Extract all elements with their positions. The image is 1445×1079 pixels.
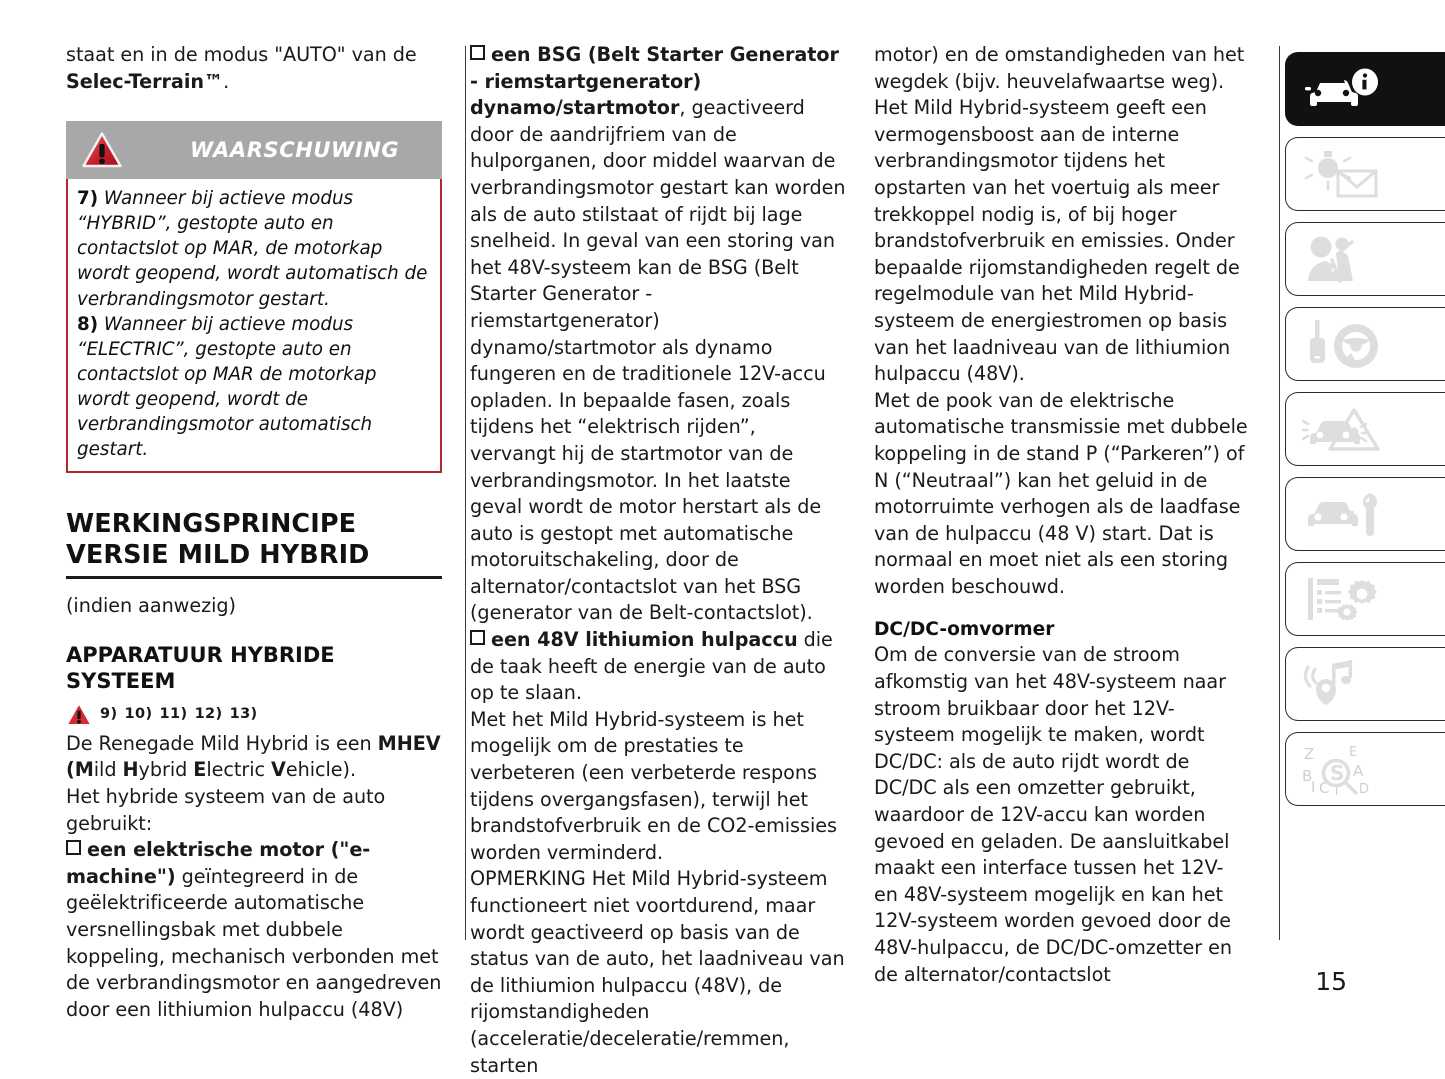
bullet-battery-text: die de taak heeft de energie van de auto op te slaan. [470,628,833,705]
mild-hybrid-benefits-paragraph: Met het Mild Hybrid-systeem is het mogelijk om de prestaties te verbeteren (een verbeterde respons tijdens overgangsfasen), terwijl het brandstofverbruik en de CO2-emissies worden verminderd. [470,707,837,864]
column-3 [874,42,1250,986]
svg-text:E: E [1349,745,1358,760]
selec-terrain-term: Selec-Terrain™ [66,69,224,93]
svg-text:B: B [1302,767,1313,785]
warning-header [66,121,442,179]
svg-text:A: A [1353,762,1364,780]
subsection-heading [66,642,442,694]
svg-text:Z: Z [1304,745,1315,763]
ref-12: 12) [194,706,223,723]
mhev-text-a: De Renegade Mild Hybrid is een [66,731,378,755]
car-info-icon [1302,66,1386,112]
warning-references [66,703,442,726]
svg-text:D: D [1359,782,1370,795]
bullet-bsg-label: een BSG (Belt Starter Generator - riemstartgenerator) dynamo/startmotor [470,43,839,120]
svg-text:C: C [1319,779,1330,795]
page-title-line-2: VERSIE MILD HYBRID [66,540,370,571]
seatbelt-airbag-icon [1302,234,1386,284]
car-info-tab[interactable] [1285,52,1445,126]
square-bullet-icon [66,840,81,855]
ref-11: 11) [159,706,188,723]
mhev-letter-v: V [271,758,286,782]
music-signal-icon [1302,659,1386,709]
warning-body [66,179,442,473]
list-gears-icon [1302,574,1386,624]
column-divider-1 [465,46,466,940]
mhev-letter-e: E [193,758,207,782]
page-title-line-1: WERKINGSPRINCIPE [66,509,357,540]
svg-text:T: T [1333,784,1341,795]
section-tab-rail [1285,52,1445,806]
bullet-battery [470,627,846,707]
mhev-word-ild: ild [93,758,123,782]
warning-title: WAARSCHUWING [190,138,400,163]
subsection-heading-line-2: SYSTEEM [66,668,176,693]
hybrid-system-uses-paragraph: Het hybride systeem van de auto gebruikt: [66,785,386,835]
dcdc-converter-paragraph: Om de conversie van de stroom afkomstig van het 48V-systeem naar stroom bruikbaar door het 12V-systeem mogelijk te maken, wordt DC/DC: als de auto rijdt wordt de DC/DC als een omzetter gebruikt, waardoor de 12V-accu kan worden gevoed en geladen. De aansluitkabel maakt een interface tussen het 12V- en 48V-systeem mogelijk en kan het 12V-systeem worden gevoed door de 48V-hulpaccu, de DC/DC-omzetter en de alternator/contactslot [874,643,1232,986]
svg-text:I: I [1311,778,1316,795]
alphabet-magnifier-icon [1302,743,1386,795]
mhev-letter-h: H [122,758,139,782]
mhev-definition-paragraph [66,731,442,784]
mhev-word-ehicle: ehicle). [285,758,357,782]
intro-text-end: . [223,69,230,93]
bullet-e-machine [66,837,442,1023]
key-steering-wheel-icon [1302,318,1386,370]
square-bullet-icon [470,630,485,645]
dcdc-converter-heading: DC/DC-omvormer [874,619,1055,641]
ref-10: 10) [124,706,153,723]
warning-item-7-text: Wanneer bij actieve modus “HYBRID”, gestopte auto en contactslot op MAR, de motorkap wordt geopend, wordt automatisch de verbrandingsmotor gestart. [77,188,428,310]
warning-light-envelope-icon [1302,149,1386,199]
intro-text-1: staat en in de modus "AUTO" van de [66,43,417,66]
index-tab[interactable] [1285,732,1445,806]
mhev-word-lectric: lectric [206,758,272,782]
warning-triangle-icon [66,132,138,168]
warning-item-8-text: Wanneer bij actieve modus “ELECTRIC”, gestopte auto en contactslot op MAR de motorkap wordt geopend, wordt de verbrandingsmotor automatisch gestart. [77,313,377,461]
warning-reference-numbers [100,706,265,722]
safety-tab[interactable] [1285,222,1445,296]
subsection-heading-line-1: APPARATUUR HYBRIDE [66,642,335,667]
page-number: 15 [1315,967,1347,996]
warning-item-8 [77,312,431,463]
warning-triangle-small-icon [66,703,92,726]
maintenance-tab[interactable] [1285,477,1445,551]
car-hazard-triangle-icon [1302,404,1386,454]
page-columns [66,42,1276,1077]
warning-item-7-number: 7) [77,188,99,210]
road-conditions-paragraph: motor) en de omstandigheden van het wegdek (bijv. heuvelafwaartse weg). [874,43,1245,93]
bullet-bsg [470,42,846,627]
bullet-bsg-text: , geactiveerd door de aandrijfriem van de hulporganen, door middel waarvan de verbrandingsmotor gestart kan worden als de auto stilstaat of rijdt bij lage snelheid. In geval van een storing van het 48V-systeem kan de BSG (Belt Starter Generator - riemstartgenerator) dynamo/startmotor als dynamo fungeren en de traditionele 12V-accu opladen. In bepaalde fasen, zoals tijdens het “elektrisch rijden”, vervangt hij de startmotor van de verbrandingsmotor. In het laatste geval wordt de motor herstart als de auto is gestopt met automatische motoruitschakeling, door de alternator/contactslot van het BSG (generator van de Belt-contactslot). [470,96,846,625]
dashboard-warning-lights-tab[interactable] [1285,137,1445,211]
page-title [66,509,442,579]
car-wrench-icon [1302,490,1386,538]
intro-paragraph [66,42,442,95]
technical-specs-tab[interactable] [1285,562,1445,636]
ref-9: 9) [100,706,118,723]
emergency-tab[interactable] [1285,392,1445,466]
power-boost-paragraph: Het Mild Hybrid-systeem geeft een vermogensboost aan de interne verbrandingsmotor tijdens het opstarten van het voertuig als meer trekkoppel nodig is, of bij hoger brandstofverbruik en emissies. Onder bepaalde rijomstandigheden regelt de regelmodule van het Mild Hybrid-systeem de energiestromen op basis van het laadniveau van de lithiumion hulpaccu (48V). [874,96,1240,386]
bullet-e-machine-label: een elektrische motor ("e-machine") [66,838,371,888]
column-divider-2 [1279,46,1280,940]
mhev-letter-m: M [74,758,94,782]
opmerking-note-paragraph: OPMERKING Het Mild Hybrid-systeem functioneert niet voortdurend, maar wordt geactiveerd op basis van de status van de auto, het laadniveau van de lithiumion hulpaccu (48V), de rijomstandigheden (acceleratie/deceleratie/remmen, starten [470,867,845,1077]
bullet-e-machine-text: geïntegreerd in de geëlektrificeerde automatische versnellingsbak met dubbele koppeling, mechanisch verbonden met de verbrandingsmotor en aangedreven door een lithiumion hulpaccu (48V) [66,864,442,1021]
warning-item-7 [77,186,431,311]
svg-text:S: S [1330,761,1345,785]
multimedia-tab[interactable] [1285,647,1445,721]
mhev-word-ybrid: ybrid [138,758,194,782]
mhev-abbrev: MHEV [377,731,441,755]
starting-driving-tab[interactable] [1285,307,1445,381]
warning-item-8-number: 8) [77,313,99,335]
availability-note: (indien aanwezig) [66,594,236,618]
warning-callout [66,121,442,473]
bullet-battery-label: een 48V lithiumion hulpaccu [491,628,798,652]
square-bullet-icon [470,45,485,60]
ref-13: 13) [229,706,258,723]
mhev-paren-open: ( [66,758,75,782]
gear-selector-paragraph: Met de pook van de elektrische automatische transmissie met dubbele koppeling in de stand P (“Parkeren”) of N (“Neutraal”) kan het geluid in de motorruimte verhogen als de laadfase van de hulpaccu (48 V) start. Dat is normaal en moet niet als een storing worden beschouwd. [874,388,1248,598]
column-2 [470,42,846,1077]
column-1 [66,42,442,1021]
